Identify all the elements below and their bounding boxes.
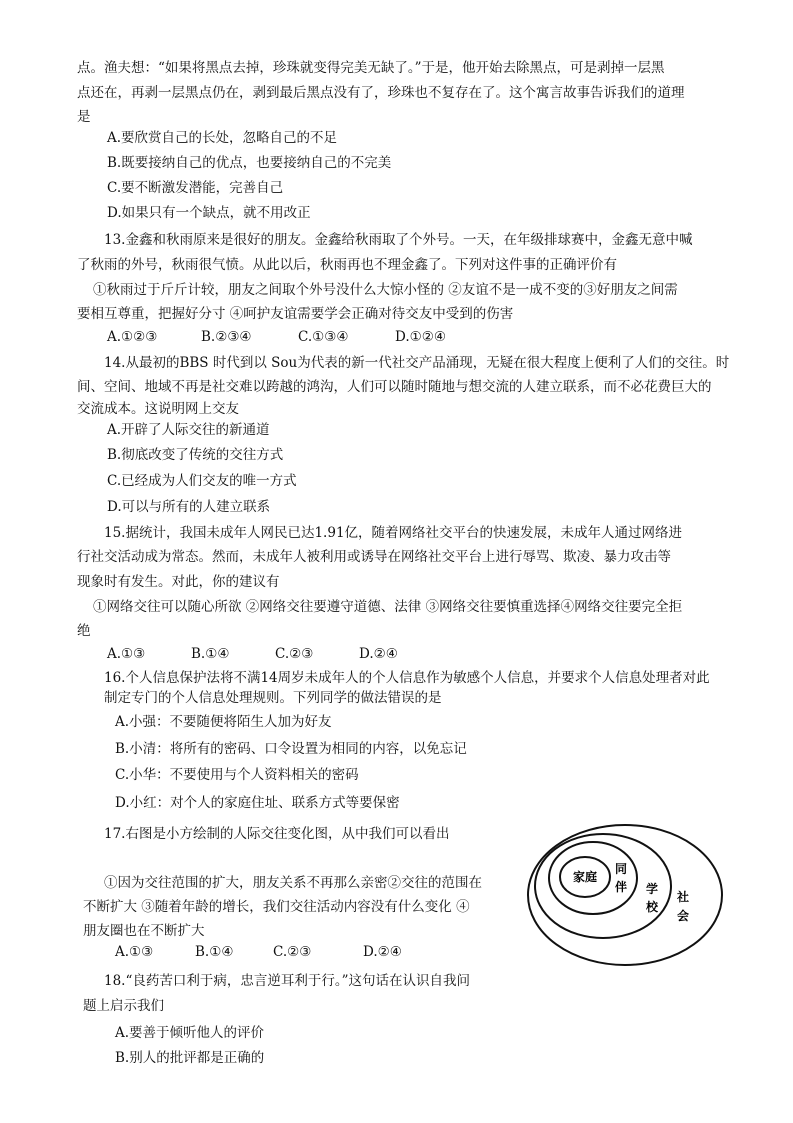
q13-line-2: 了秋雨的外号，秋雨很气愤。从此以后，秋雨再也不理金鑫了。下列对这件事的正确评价有 <box>77 257 617 273</box>
q17-line-2: ①因为交往范围的扩大，朋友关系不再那么亲密②交往的范围在 <box>104 875 482 891</box>
interpersonal-circles-figure <box>525 822 725 968</box>
q15-line-1: 15.据统计，我国未成年人网民已达1.91亿，随着网络社交平台的快速发展，未成年人通过网络进 <box>104 525 683 541</box>
q16-option-a: A.小强：不要随便将陌生人加为好友 <box>115 714 332 730</box>
q13-line-1: 13.金鑫和秋雨原来是很好的朋友。金鑫给秋雨取了个外号。一天，在年级排球赛中，金鑫无意中喊 <box>104 232 693 248</box>
q12-option-a: A.要欣赏自己的长处，忽略自己的不足 <box>107 130 338 146</box>
q17-choice-a: A.①③ <box>115 944 154 960</box>
q12-option-c: C.要不断激发潜能，完善自己 <box>107 180 284 196</box>
q14-line-3: 交流成本。这说明网上交友 <box>77 401 239 417</box>
q13-choice-a: A.①②③ <box>107 329 158 345</box>
school-label-2: 校 <box>645 900 659 914</box>
q16-option-b: B.小清：将所有的密码、口令设置为相同的内容，以免忘记 <box>115 741 467 757</box>
q17-line-4: 朋友圈也在不断扩大 <box>83 923 205 939</box>
society-circle <box>528 825 722 965</box>
q17-line-3: 不断扩大 ③随着年龄的增长，我们交往活动内容没有什么变化 ④ <box>83 899 470 915</box>
q14-option-a: A.开辟了人际交往的新通道 <box>107 422 270 438</box>
q14-line-2: 间、空间、地域不再是社交难以跨越的鸿沟，人们可以随时随地与想交流的人建立联系，而不必花费巨大的 <box>77 379 712 395</box>
q17-choice-c: C.②③ <box>273 944 312 960</box>
q14-option-c: C.已经成为人们交友的唯一方式 <box>107 473 297 489</box>
q15-line-4: ①网络交往可以随心所欲 ②网络交往要遵守道德、法律 ③网络交往要慎重选择④网络交往要完全拒 <box>93 599 683 615</box>
q15-line-2: 行社交活动成为常态。然而，未成年人被利用或诱导在网络社交平台上进行辱骂、欺凌、暴力攻击等 <box>77 549 671 565</box>
peer-label-1: 同 <box>614 862 628 876</box>
society-label-1: 社 <box>676 890 690 904</box>
q12-option-b: B.既要接纳自己的优点，也要接纳自己的不完美 <box>107 155 392 171</box>
peer-label-2: 伴 <box>614 880 628 894</box>
q13-choice-c: C.①③④ <box>298 329 349 345</box>
q13-choices <box>107 328 446 346</box>
q13-choice-b: B.②③④ <box>201 329 252 345</box>
q13-line-4: 要相互尊重，把握好分寸 ④呵护友谊需要学会正确对待交友中受到的伤害 <box>77 306 514 322</box>
q16-line-1: 16.个人信息保护法将不满14周岁未成年人的个人信息作为敏感个人信息，并要求个人信息处理者对此 <box>104 670 710 686</box>
q15-choice-c: C.②③ <box>275 646 314 662</box>
q15-choice-d: D.②④ <box>359 646 398 662</box>
q17-choice-d: D.②④ <box>363 944 402 960</box>
q16-line-2: 制定专门的个人信息处理规则。下列同学的做法错误的是 <box>104 690 442 706</box>
q18-option-b: B.别人的批评都是正确的 <box>115 1050 265 1066</box>
q17-choice-b: B.①④ <box>195 944 234 960</box>
q14-option-b: B.彻底改变了传统的交往方式 <box>107 447 284 463</box>
family-label: 家庭 <box>572 870 598 884</box>
q17-line-1: 17.右图是小方绘制的人际交往变化图，从中我们可以看出 <box>104 826 450 842</box>
q15-line-5: 绝 <box>77 623 91 639</box>
q12-line-3: 是 <box>77 109 91 125</box>
q15-choice-a: A.①③ <box>107 646 146 662</box>
q15-choices <box>107 645 398 663</box>
q12-line-1: 点。渔夫想：“如果将黑点去掉，珍珠就变得完美无缺了。”于是，他开始去除黑点，可是剥掉一层黑 <box>77 60 665 76</box>
q12-line-2: 点还在，再剥一层黑点仍在，剥到最后黑点没有了，珍珠也不复存在了。这个寓言故事告诉我们的道理 <box>77 85 685 101</box>
q14-line-1: 14.从最初的BBS 时代到以 Sou为代表的新一代社交产品涌现，无疑在很大程度上便利了人们的交往。时 <box>104 355 730 371</box>
q15-line-3: 现象时有发生。对此，你的建议有 <box>77 574 280 590</box>
q15-choice-b: B.①④ <box>191 646 230 662</box>
q18-option-a: A.要善于倾听他人的评价 <box>115 1025 265 1041</box>
q13-line-3: ①秋雨过于斤斤计较，朋友之间取个外号没什么大惊小怪的 ②友谊不是一成不变的③好朋友之间需 <box>93 282 678 298</box>
q12-option-d: D.如果只有一个缺点，就不用改正 <box>107 205 311 221</box>
q18-line-1: 18.“良药苦口利于病，忠言逆耳利于行。”这句话在认识自我问 <box>104 973 471 989</box>
q18-line-2: 题上启示我们 <box>83 998 164 1014</box>
school-label-1: 学 <box>645 882 659 896</box>
q16-option-c: C.小华：不要使用与个人资料相关的密码 <box>115 767 359 783</box>
q14-option-d: D.可以与所有的人建立联系 <box>107 499 271 515</box>
society-label-2: 会 <box>676 909 690 923</box>
q17-choices <box>115 943 402 961</box>
q13-choice-d: D.①②④ <box>395 329 446 345</box>
q16-option-d: D.小红：对个人的家庭住址、联系方式等要保密 <box>115 795 400 811</box>
